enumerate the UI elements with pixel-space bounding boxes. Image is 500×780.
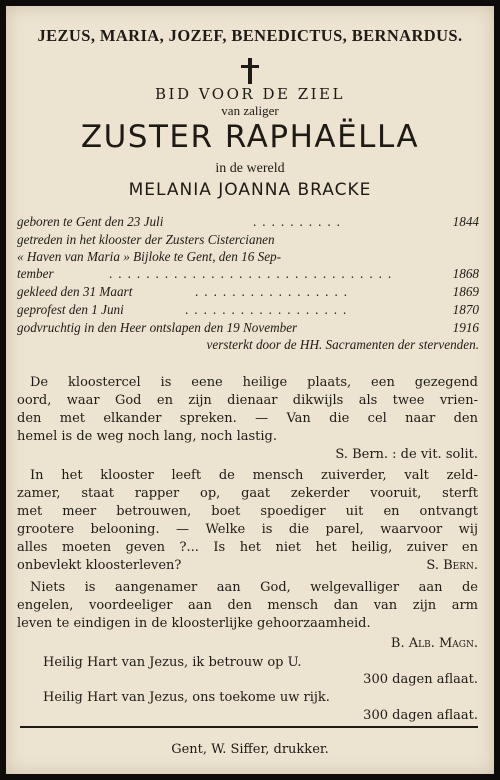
indulgence-1: 300 dagen aflaat. [363,672,478,687]
indulgence-2: 300 dagen aflaat. [363,708,478,723]
prayer-1: Heilig Hart van Jezus, ik betrouw op U. [43,655,302,670]
bio-born-row: geboren te Gent den 23 Juli .......... 1844 [17,214,479,229]
divider-rule [20,726,478,728]
deceased-religious-name: ZUSTER RAPHAËLLA [80,119,420,155]
bio-born-year: 1844 [452,214,479,229]
bid-heading: BID VOOR DE ZIEL [155,85,345,103]
p2-line-6: onbevlekt kloosterleven? [17,558,182,573]
bio-entered-1: getreden in het klooster der Zusters Cistercianen [17,232,275,247]
p3-line-2: engelen, voordeeliger aan den mensch dan van zijn arm [17,598,478,613]
invocation-header: JEZUS, MARIA, JOZEF, BENEDICTUS, BERNARDUS. [37,26,463,45]
p3-attribution: B. Alb. Magn. [390,636,478,651]
p3-line-3: leven te eindigen in de kloosterlijke gehoorzaamheid. [17,616,371,631]
bio-sacraments: versterkt door de HH. Sacramenten der stervenden. [206,337,479,352]
bio-entered-row-3: tember ............................... 1868 [17,266,479,281]
bio-clothed-year: 1869 [452,284,479,299]
in-de-wereld-text: in de wereld [215,161,285,176]
p1-line-2: oord, waar God en zijn dienaar dikwijls als twee vrien- [17,393,478,408]
bio-sacraments-row [17,337,479,354]
p1-line-1: De kloostercel is eene heilige plaats, een gezegend [30,375,478,390]
p1-line-4: hemel is de weg noch lang, noch lastig. [17,429,278,444]
bio-died: godvruchtig in den Heer ontslapen den 19 November [17,320,298,335]
prayer-2: Heilig Hart van Jezus, ons toekome uw rijk. [43,690,330,705]
memorial-card [6,6,494,774]
bio-professed: geprofest den 1 Juni [17,302,124,317]
deceased-civil-name: MELANIA JOANNA BRACKE [128,180,372,200]
p1-attribution: S. Bern. : de vit. solit. [335,447,478,462]
p2-line-5: alles moeten geven ?... Is het niet het heilig, zuiver en [17,540,478,555]
bio-born: geboren te Gent den 23 Juli [17,214,164,229]
bio-died-row [17,320,479,337]
van-zaliger-text: van zaliger [221,103,279,118]
bio-entered-year: 1868 [452,266,479,281]
p2-line-4: grootere belooning. — Welke is die parel, waarvoor wij [17,522,478,537]
bio-died-year: 1916 [452,320,479,335]
bio-entered-row-1 [17,232,479,249]
bio-entered-3: tember [17,266,54,281]
bio-clothed: gekleed den 31 Maart [17,284,133,299]
bio-professed-year: 1870 [452,302,479,317]
cross-icon [238,58,262,84]
p3-line-1: Niets is aangenamer aan God, welgevalliger aan de [30,580,478,595]
p2-line-3: met meer betrouwen, boet spoediger uit en ontvangt [17,504,478,519]
bio-entered-row-2 [17,249,479,266]
bio-professed-row: geprofest den 1 Juni .................. 1870 [17,302,479,317]
p2-line-1: In het klooster leeft de mensch zuiverder, valt zeld- [30,468,478,483]
p1-line-3: den met elkander spreken. — Van die cel naar den [17,411,478,426]
p2-line-2: zamer, staat rapper op, gaat zekerder vooruit, sterft [17,486,478,501]
bio-clothed-row: gekleed den 31 Maart ................. 1869 [17,284,479,299]
p2-attribution: S. Bern. [426,558,478,573]
bio-entered-2: « Haven van Maria » Bijloke te Gent, den 16 Sep- [17,249,282,264]
printer-imprint: Gent, W. Siffer, drukker. [171,742,329,757]
